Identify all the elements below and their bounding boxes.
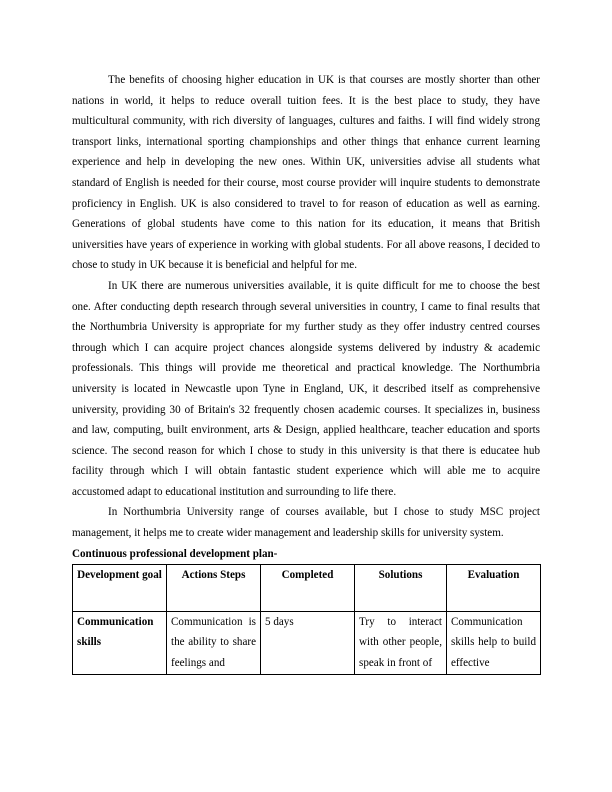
table-title: Continuous professional development plan- xyxy=(72,547,278,560)
header-development-goal: Development goal xyxy=(73,564,167,611)
header-evaluation: Evaluation xyxy=(447,564,541,611)
paragraph-course-choice: In Northumbria University range of courses available, but I chose to study MSC project management, it helps me to create wider management and leadership skills for university system. xyxy=(72,506,540,540)
cell-development-goal: Communication skills xyxy=(73,611,167,674)
paragraph-uk-benefits: The benefits of choosing higher education in UK is that courses are mostly shorter than other nations in world, it helps to reduce overall tuition fees. It is the best place to study, they have multicultural community, with rich diversity of languages, cultures and faiths. I will find widely strong transport links, international sporting championships and other things that enhance current learning experience and help in developing the new ones. Within UK, universities advise all students what standard of English is needed for their course, most course provider will inquire students to demonstrate proficiency in English. UK is also considered to travel to for reason of education as well as earning. Generations of global students have come to this nation for its education, it means that British universities have years of experience in working with global students. For all above reasons, I decided to chose to study in UK because it is beneficial and helpful for me. xyxy=(72,74,540,272)
paragraph-university-choice: In UK there are numerous universities available, it is quite difficult for me to choose the best one. After conducting depth research through several universities in country, I came to final results that the Northumbria University is appropriate for my further study as they offer industry centred courses through which I can acquire project chances alongside systems delivered by industry & academic professionals. This things will provide me theoretical and practical knowledge. The Northumbria university is located in Newcastle upon Tyne in England, UK, it described itself as comprehensive university, providing 30 of Britain's 32 frequently chosen academic courses. It specializes in, business and law, computing, built environment, arts & Design, applied healthcare, teacher education and sports science. The second reason for which I chose to study in this university is that there is educatee hub facility through which I will obtain fantastic student experience which will able me to acquire accustomed adapt to educational institution and surrounding to life there. xyxy=(72,279,540,498)
table-header-row xyxy=(73,564,541,611)
document-page xyxy=(72,70,540,675)
header-completed: Completed xyxy=(261,564,355,611)
cpd-table xyxy=(72,564,541,675)
header-actions-steps: Actions Steps xyxy=(167,564,261,611)
cell-solutions: Try to interact with other people, speak in front of xyxy=(355,611,447,674)
cell-evaluation: Communication skills help to build effective xyxy=(447,611,541,674)
table-row xyxy=(73,611,541,674)
header-solutions: Solutions xyxy=(355,564,447,611)
cell-actions-steps: Communication is the ability to share feelings and xyxy=(167,611,261,674)
cell-completed: 5 days xyxy=(261,611,355,674)
